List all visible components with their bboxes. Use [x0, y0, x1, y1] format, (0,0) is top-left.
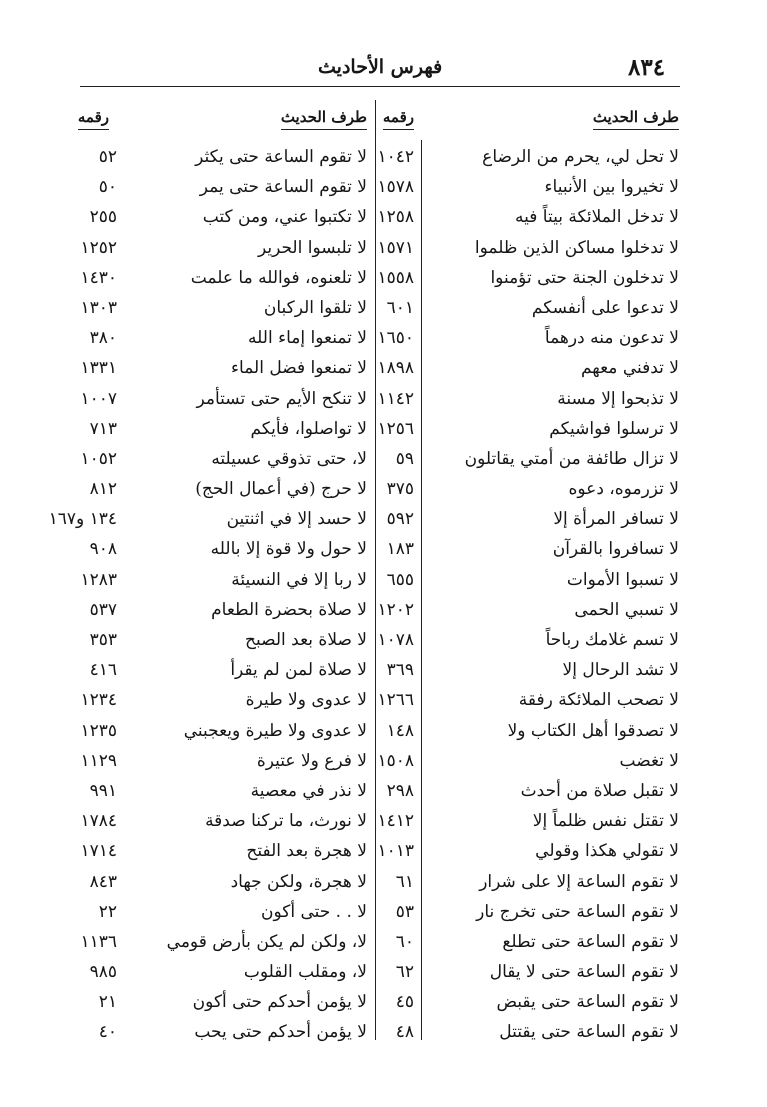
page-number: ٨٣٤	[628, 54, 666, 81]
right-hadith-text: لا تغضب	[619, 750, 679, 771]
left-hadith-number: ٥٠	[98, 177, 117, 198]
table-row	[0, 806, 767, 836]
table-row	[0, 655, 767, 685]
right-hadith-number: ٦٥٥	[386, 569, 414, 590]
left-hadith-number: ١٣٤ و١٦٧	[48, 509, 117, 530]
right-hadith-number: ٢٩٨	[386, 780, 414, 801]
right-hadith-number: ٤٥	[395, 992, 414, 1013]
right-hadith-text: لا تدخلون الجنة حتى تؤمنوا	[490, 267, 679, 288]
right-hadith-text: لا ترسلوا فواشيكم	[549, 418, 679, 439]
page-header	[0, 56, 767, 88]
right-hadith-text: لا تدعون منه درهماً	[544, 328, 679, 349]
table-row	[0, 414, 767, 444]
left-hadith-number: ١٢٨٣	[80, 569, 117, 590]
table-row	[0, 867, 767, 897]
left-hadith-text: لا نذر في معصية	[250, 780, 367, 801]
right-hadith-text: لا تذبحوا إلا مسنة	[557, 388, 679, 409]
right-hadith-text: لا تقتل نفس ظلماً إلا	[532, 811, 679, 832]
left-hadith-text: لا تلعنوه، فوالله ما علمت	[190, 267, 367, 288]
right-hadith-text: لا تدخل الملائكة بيتاً فيه	[515, 207, 679, 228]
left-hadith-text: لا تواصلوا، فأيكم	[250, 418, 367, 439]
left-hadith-text: لا هجرة، ولكن جهاد	[230, 871, 367, 892]
left-hadith-text: لا صلاة بعد الصبح	[245, 630, 367, 650]
left-hadith-text: لا، ولكن لم يكن بأرض قومي	[166, 931, 367, 952]
left-hadith-header: طرف الحديث	[281, 108, 367, 130]
left-hadith-text: لا تنكح الأيم حتى تستأمر	[196, 388, 367, 409]
table-row	[0, 142, 767, 172]
table-row	[0, 716, 767, 746]
right-hadith-text: لا تدفني معهم	[580, 358, 679, 379]
right-hadith-text: لا تسبي الحمى	[574, 599, 679, 620]
left-hadith-text: لا ربا إلا في النسيئة	[231, 569, 367, 590]
right-hadith-text: لا تصدقوا أهل الكتاب ولا	[507, 720, 679, 741]
left-hadith-text: لا، ومقلب القلوب	[243, 962, 367, 983]
right-hadith-text: لا تقبل صلاة من أحدث	[520, 780, 679, 801]
left-hadith-number: ٧١٣	[89, 418, 117, 439]
left-hadith-text: لا تقوم الساعة حتى يمر	[199, 177, 367, 198]
table-row	[0, 685, 767, 715]
left-hadith-number: ١٢٥٢	[80, 237, 117, 258]
table-row	[0, 836, 767, 866]
table-row	[0, 504, 767, 534]
right-hadith-number: ٥٩٢	[386, 509, 414, 530]
right-hadith-text: لا تصحب الملائكة رفقة	[518, 690, 679, 711]
table-row	[0, 323, 767, 353]
right-hadith-text: لا تقولي هكذا وقولي	[535, 841, 679, 862]
right-hadith-number: ٣٧٥	[386, 479, 414, 500]
table-row	[0, 444, 767, 474]
left-hadith-number: ٢٢	[98, 901, 117, 922]
right-hadith-number: ١٢٦٦	[377, 690, 414, 711]
right-hadith-text: لا تقوم الساعة حتى تخرج نار	[476, 901, 679, 922]
right-hadith-text: لا تشد الرحال إلا	[562, 660, 679, 681]
right-hadith-text: لا تسبوا الأموات	[566, 569, 679, 590]
right-hadith-header: طرف الحديث	[593, 108, 679, 130]
page-title: فهرس الأحاديث	[318, 56, 443, 78]
right-hadith-number: ١٥٠٨	[377, 750, 414, 771]
left-hadith-number: ٢١	[98, 992, 117, 1013]
right-hadith-number: ١٨٣	[386, 539, 414, 560]
left-hadith-number: ١٣٣١	[80, 358, 117, 379]
left-number-header: رقمه	[78, 108, 109, 130]
right-hadith-number: ١٤٨	[386, 720, 414, 741]
right-hadith-text: لا تقوم الساعة حتى يقبض	[496, 992, 679, 1013]
left-hadith-text: لا نورث، ما تركنا صدقة	[205, 811, 367, 832]
table-row	[0, 353, 767, 383]
left-hadith-text: لا تكتبوا عني، ومن كتب	[202, 207, 367, 228]
left-hadith-number: ١١٢٩	[80, 750, 117, 771]
left-hadith-text: لا صلاة لمن لم يقرأ	[230, 660, 367, 681]
table-row	[0, 987, 767, 1017]
right-hadith-text: لا تقوم الساعة حتى يقتتل	[499, 1022, 679, 1043]
left-hadith-text: لا تمنعوا فضل الماء	[231, 358, 367, 379]
left-hadith-number: ٨١٢	[89, 479, 117, 500]
right-hadith-text: لا تدعوا على أنفسكم	[531, 297, 679, 318]
table-row	[0, 172, 767, 202]
right-hadith-number: ٤٨	[395, 1022, 414, 1043]
right-hadith-text: لا تزال طائفة من أمتي يقاتلون	[464, 448, 679, 469]
column-headers	[0, 108, 767, 134]
left-hadith-text: لا صلاة بحضرة الطعام	[211, 599, 367, 620]
left-hadith-text: لا . . حتى أكون	[260, 901, 367, 922]
left-hadith-number: ٤٠	[98, 1022, 117, 1043]
left-hadith-number: ١٢٣٥	[80, 720, 117, 741]
left-hadith-number: ٤١٦	[89, 660, 117, 681]
table-row	[0, 1017, 767, 1047]
right-hadith-number: ٥٣	[395, 901, 414, 922]
left-hadith-number: ٨٤٣	[89, 871, 117, 892]
right-hadith-text: لا تسم غلامك رباحاً	[545, 630, 679, 650]
left-hadith-number: ١٧١٤	[80, 841, 117, 862]
right-hadith-number: ٦٠١	[386, 297, 414, 318]
right-hadith-number: ١٨٩٨	[377, 358, 414, 379]
left-hadith-text: لا، حتى تذوقي عسيلته	[211, 448, 367, 469]
table-row	[0, 897, 767, 927]
right-hadith-number: ٦١	[395, 871, 414, 892]
left-hadith-text: لا يؤمن أحدكم حتى يحب	[194, 1022, 367, 1043]
left-hadith-text: لا فرع ولا عتيرة	[256, 750, 367, 771]
right-hadith-number: ١٦٥٠	[377, 328, 414, 349]
left-hadith-text: لا عدوى ولا طيرة	[245, 690, 367, 711]
left-hadith-text: لا حرج (في أعمال الحج)	[195, 479, 367, 500]
right-hadith-number: ٥٩	[395, 448, 414, 469]
right-hadith-number: ١٢٥٨	[377, 207, 414, 228]
left-hadith-text: لا تلبسوا الحرير	[257, 237, 367, 258]
table-row	[0, 233, 767, 263]
left-hadith-text: لا هجرة بعد الفتح	[246, 841, 367, 862]
right-hadith-number: ١٤١٢	[377, 811, 414, 832]
left-hadith-text: لا حول ولا قوة إلا بالله	[210, 539, 367, 560]
header-rule	[80, 86, 680, 87]
right-hadith-number: ١٥٧١	[377, 237, 414, 258]
table-row	[0, 534, 767, 564]
left-hadith-number: ٥٢	[98, 147, 117, 167]
left-hadith-number: ٣٥٣	[89, 630, 117, 650]
left-hadith-text: لا تمنعوا إماء الله	[248, 328, 367, 349]
table-row	[0, 776, 767, 806]
table-row	[0, 474, 767, 504]
right-hadith-text: لا تقوم الساعة إلا على شرار	[479, 871, 679, 892]
table-row	[0, 927, 767, 957]
left-hadith-number: ١١٣٦	[80, 931, 117, 952]
left-hadith-text: لا تقوم الساعة حتى يكثر	[195, 147, 367, 167]
left-hadith-text: لا تلقوا الركبان	[263, 297, 367, 318]
right-hadith-text: لا تقوم الساعة حتى تطلع	[502, 931, 679, 952]
left-hadith-number: ٢٥٥	[89, 207, 117, 228]
table-row	[0, 293, 767, 323]
table-row	[0, 625, 767, 655]
right-hadith-text: لا تخيروا بين الأنبياء	[544, 177, 679, 198]
table-row	[0, 565, 767, 595]
table-row	[0, 595, 767, 625]
left-hadith-number: ١٠٠٧	[80, 388, 117, 409]
right-hadith-text: لا تسافر المرأة إلا	[553, 509, 679, 530]
left-hadith-number: ٩٩١	[89, 780, 117, 801]
left-hadith-number: ١٣٠٣	[80, 297, 117, 318]
right-number-header: رقمه	[383, 108, 414, 130]
left-hadith-number: ١٠٥٢	[80, 448, 117, 469]
table-row	[0, 202, 767, 232]
left-hadith-text: لا حسد إلا في اثنتين	[226, 509, 367, 530]
left-hadith-number: ١٧٨٤	[80, 811, 117, 832]
left-hadith-number: ٩٠٨	[89, 539, 117, 560]
right-hadith-number: ١٥٧٨	[377, 177, 414, 198]
right-hadith-text: لا تسافروا بالقرآن	[552, 539, 679, 560]
table-row	[0, 957, 767, 987]
left-hadith-number: ٣٨٠	[89, 328, 117, 349]
right-hadith-number: ١٢٥٦	[377, 418, 414, 439]
right-hadith-number: ١٢٠٢	[377, 599, 414, 620]
right-hadith-number: ١٠١٣	[377, 841, 414, 862]
right-hadith-number: ١٠٤٢	[377, 147, 414, 167]
right-hadith-text: لا تقوم الساعة حتى لا يقال	[489, 962, 679, 983]
left-hadith-number: ٥٣٧	[89, 599, 117, 620]
left-hadith-number: ٩٨٥	[89, 962, 117, 983]
left-hadith-text: لا عدوى ولا طيرة ويعجبني	[183, 720, 367, 741]
right-hadith-text: لا تزرموه، دعوه	[568, 479, 679, 500]
left-hadith-number: ١٢٣٤	[80, 690, 117, 711]
table-row	[0, 384, 767, 414]
left-hadith-text: لا يؤمن أحدكم حتى أكون	[192, 992, 367, 1013]
right-hadith-number: ٦٠	[395, 931, 414, 952]
table-row	[0, 746, 767, 776]
right-hadith-number: ١٥٥٨	[377, 267, 414, 288]
right-hadith-number: ٦٢	[395, 962, 414, 983]
index-table	[0, 142, 767, 1048]
right-hadith-number: ١١٤٢	[377, 388, 414, 409]
right-hadith-text: لا تدخلوا مساكن الذين ظلموا	[474, 237, 679, 258]
right-hadith-number: ٣٦٩	[386, 660, 414, 681]
right-hadith-text: لا تحل لي، يحرم من الرضاع	[482, 147, 679, 167]
left-hadith-number: ١٤٣٠	[80, 267, 117, 288]
right-hadith-number: ١٠٧٨	[377, 630, 414, 650]
table-row	[0, 263, 767, 293]
